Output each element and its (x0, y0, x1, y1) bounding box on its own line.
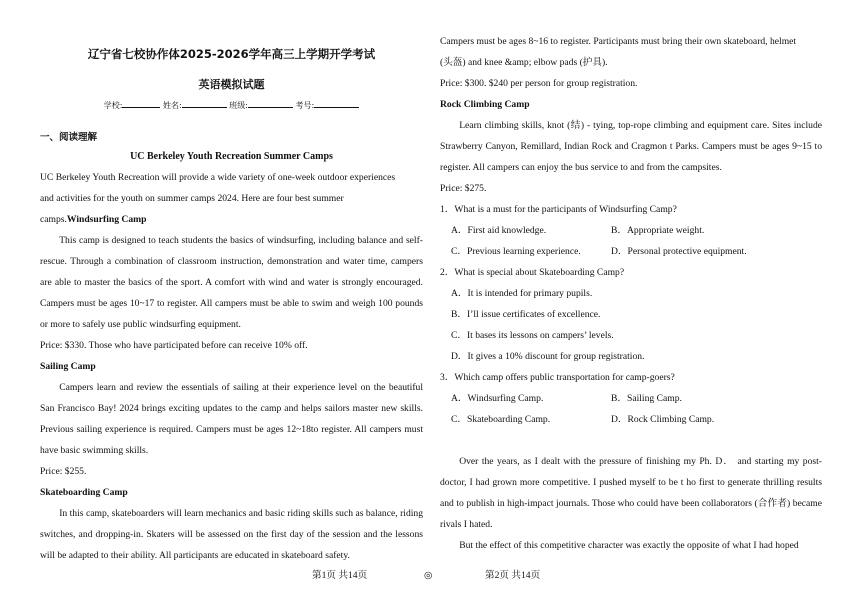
page-number-left: 第1页 共14页 (312, 570, 368, 581)
question-2-option-c[interactable]: C．It bases its lessons on campers’ levels. (451, 330, 614, 341)
page-number-right: 第2页 共14页 (485, 570, 541, 581)
class-label: 班级: (229, 101, 248, 110)
windsurfing-price: Price: $330. Those who have participated before can receive 10% off. (40, 340, 308, 351)
passage-b-paragraph-1: Over the years, as I dealt with the pressure of finishing my Ph. D． and starting my post-doctor, I had grown more competitive. I pushed myself to be t ho first to generate thrilling results and to publish in high-impact journals. Those who could have been collaborators (合作者) became rivals I hated. (440, 456, 822, 530)
question-2-option-a-row (440, 283, 822, 304)
question-3-option-c[interactable]: C．Skateboarding Camp. (451, 414, 551, 425)
question-2-option-d-row (440, 346, 822, 367)
question-2-option-c-row (440, 325, 822, 346)
rock-climbing-heading: Rock Climbing Camp (440, 99, 530, 110)
question-1-option-a[interactable]: A．First aid knowledge. (451, 225, 547, 236)
question-1-options-row-2 (440, 241, 822, 262)
question-2-option-b[interactable]: B．I’ll issue certificates of excellence. (451, 309, 601, 320)
question-1-option-b[interactable]: B．Appropriate weight. (611, 225, 705, 236)
question-1-stem: 1．What is a must for the participants of Windsurfing Camp? (440, 204, 677, 215)
sailing-price: Price: $255. (40, 466, 87, 477)
student-info-line (40, 98, 423, 114)
passage-a-title: UC Berkeley Youth Recreation Summer Camps (130, 151, 333, 162)
question-2-option-b-row (440, 304, 822, 325)
right-column (440, 0, 822, 556)
question-2-option-a[interactable]: A．It is intended for primary pupils. (451, 288, 593, 299)
intro-line-1: UC Berkeley Youth Recreation will provide a wide variety of one-week outdoor experiences (40, 172, 396, 183)
left-column (40, 0, 423, 566)
question-1-option-d[interactable]: D．Personal protective equipment. (611, 246, 747, 257)
skateboarding-heading: Skateboarding Camp (40, 487, 128, 498)
rock-climbing-paragraph: Learn climbing skills, knot (结) - tying, top-rope climbing and equipment care. Sites include Strawberry Canyon, Remillard, Indian Rock and Cragmon t Parks. Campers must be ages 9~15 to register. All campers can enjoy the bus service to and from the campsites. (440, 120, 822, 173)
passage-b-paragraph-2: But the effect of this competitive character was exactly the opposite of what I had hoped (459, 540, 799, 551)
question-3-options-row-2 (440, 409, 822, 430)
number-blank[interactable] (314, 98, 359, 108)
skateboarding-paragraph: In this camp, skateboarders will learn mechanics and basic riding skills such as balance, riding switches, and dropping-in. Skaters will be assessed on the first day of the session and the lessons will be adapted to their ability. All participants are educated in skateboard safety. (40, 508, 423, 561)
question-2-stem: 2．What is special about Skateboarding Camp? (440, 267, 625, 278)
skateboarding-paragraph-cont-1: Campers must be ages 8~16 to register. Participants must bring their own skateboard, helmet (440, 36, 797, 47)
question-3-options-row-1 (440, 388, 822, 409)
exam-subtitle: 英语模拟试题 (198, 78, 265, 91)
school-label: 学校: (103, 101, 123, 110)
section-title: 一、阅读理解 (40, 132, 98, 143)
question-3-option-b[interactable]: B．Sailing Camp. (611, 393, 682, 404)
rock-climbing-price: Price: $275. (440, 183, 487, 194)
question-3-option-a[interactable]: A．Windsurfing Camp. (451, 393, 544, 404)
intro-line-2: and activities for the youth on summer camps 2024. Here are four best summer (40, 193, 344, 204)
class-blank[interactable] (248, 98, 293, 108)
question-1-options-row-1 (440, 220, 822, 241)
sailing-paragraph: Campers learn and review the essentials of sailing at their experience level on the beautiful San Francisco Bay! 2024 brings exciting updates to the camp and helps sailors master new skills. Previous sailing experience is required. Campers must be ages 12~18to register. All campers must have basic swimming skills. (40, 382, 423, 456)
question-3-stem: 3．Which camp offers public transportation for camp-goers? (440, 372, 675, 383)
exam-title: 辽宁省七校协作体2025-2026学年高三上学期开学考试 (87, 47, 376, 61)
intro-line-3 (40, 209, 423, 230)
name-label: 姓名: (163, 101, 182, 110)
name-blank[interactable] (182, 98, 227, 108)
windsurfing-heading: Windsurfing Camp (66, 214, 147, 225)
question-1-option-c[interactable]: C．Previous learning experience. (451, 246, 581, 257)
question-2-option-d[interactable]: D．It gives a 10% discount for group registration. (451, 351, 645, 362)
skateboarding-price: Price: $300. $240 per person for group registration. (440, 78, 638, 89)
question-3-option-d[interactable]: D．Rock Climbing Camp. (611, 414, 715, 425)
intro-line-3-text: camps. (40, 214, 67, 225)
number-label: 考号: (295, 101, 315, 110)
binding-mark-icon: ◎ (424, 570, 433, 581)
sailing-heading: Sailing Camp (40, 361, 96, 372)
skateboarding-paragraph-cont-2: (头盔) and knee &amp; elbow pads (护具). (440, 57, 608, 68)
windsurfing-paragraph: This camp is designed to teach students the basics of windsurfing, including balance and self-rescue. Through a combination of classroom instruction, demonstration and water time, campers are able to master the basics of the sport. A comfort with wind and water is strongly encouraged. Campers must be ages 10~17 to register. All campers must be able to swim and weigh 100 pounds or more to safely use public windsurfing equipment. (40, 235, 423, 330)
school-blank[interactable] (122, 98, 160, 108)
